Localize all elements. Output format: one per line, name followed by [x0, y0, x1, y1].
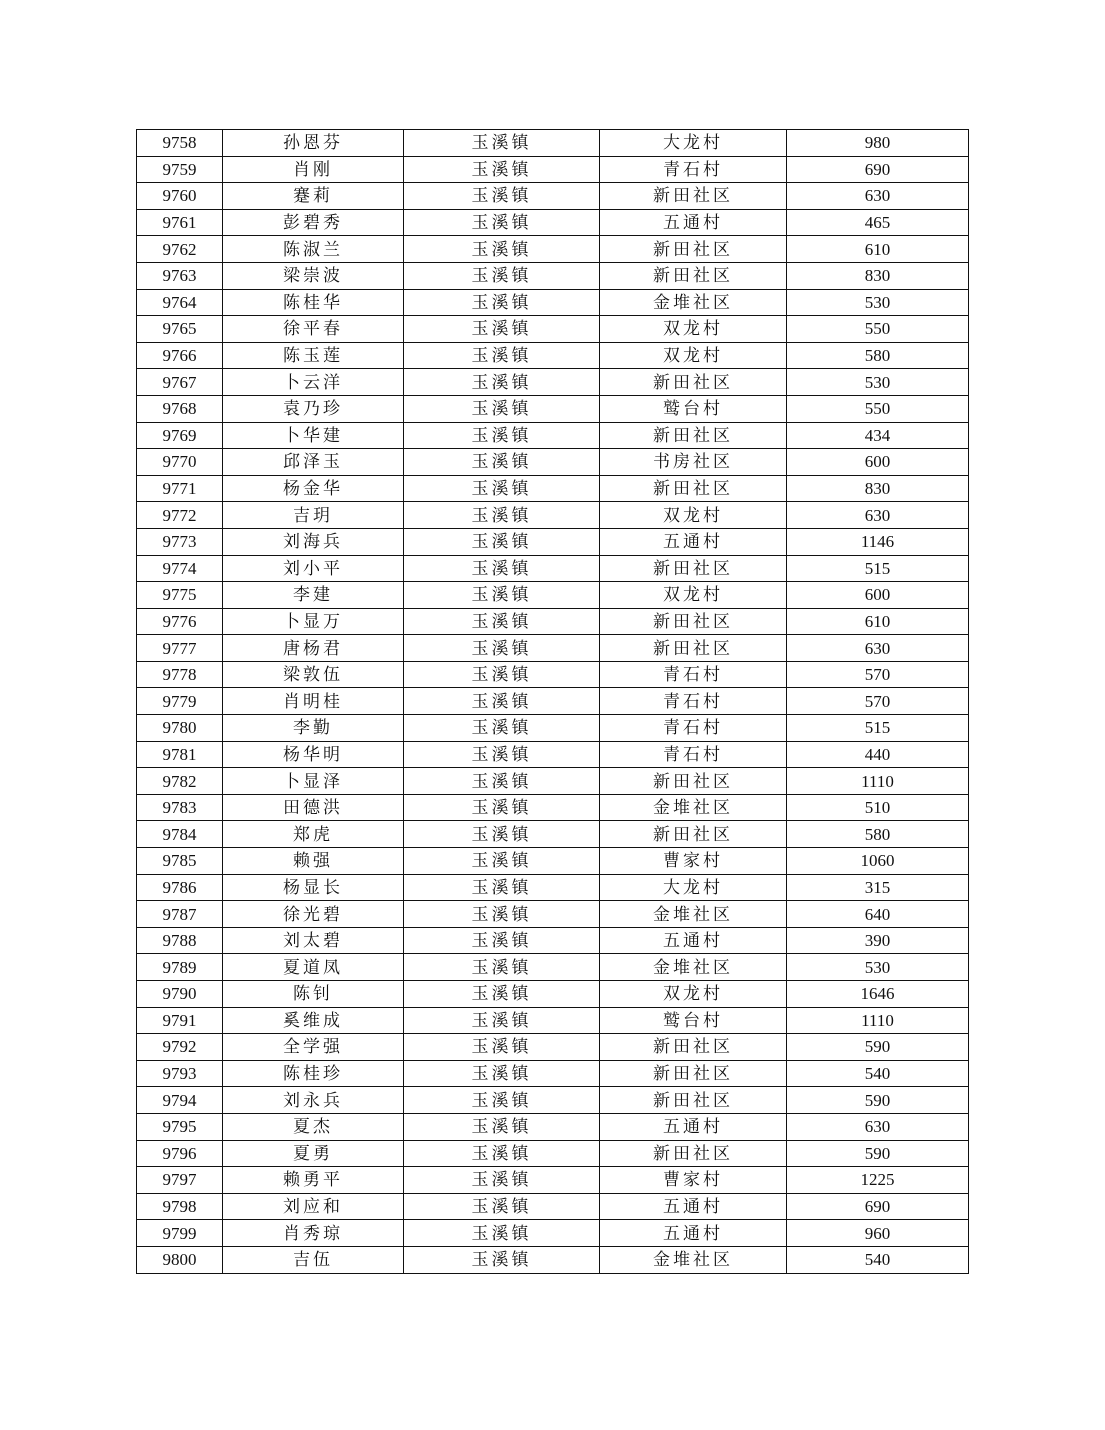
cell-amount: 630 — [787, 1113, 969, 1140]
cell-name: 奚维成 — [223, 1007, 404, 1034]
cell-name: 刘海兵 — [223, 528, 404, 555]
cell-name: 夏道凤 — [223, 954, 404, 981]
cell-village: 金堆社区 — [600, 954, 787, 981]
cell-town: 玉溪镇 — [404, 1140, 600, 1167]
cell-town: 玉溪镇 — [404, 1060, 600, 1087]
cell-name: 梁敦伍 — [223, 661, 404, 688]
cell-amount: 550 — [787, 316, 969, 343]
table-row — [137, 422, 969, 449]
table-row — [137, 741, 969, 768]
cell-town: 玉溪镇 — [404, 688, 600, 715]
cell-town: 玉溪镇 — [404, 528, 600, 555]
cell-name: 肖秀琼 — [223, 1220, 404, 1247]
cell-index: 9787 — [137, 901, 223, 928]
cell-amount: 465 — [787, 209, 969, 236]
cell-town: 玉溪镇 — [404, 582, 600, 609]
cell-name: 孙恩芬 — [223, 130, 404, 157]
table-row — [137, 661, 969, 688]
cell-name: 刘应和 — [223, 1193, 404, 1220]
cell-village: 金堆社区 — [600, 289, 787, 316]
cell-index: 9795 — [137, 1113, 223, 1140]
cell-village: 大龙村 — [600, 130, 787, 157]
cell-index: 9777 — [137, 635, 223, 662]
table-row — [137, 794, 969, 821]
cell-village: 新田社区 — [600, 608, 787, 635]
cell-amount: 515 — [787, 555, 969, 582]
cell-name: 吉伍 — [223, 1246, 404, 1273]
cell-village: 五通村 — [600, 209, 787, 236]
cell-index: 9798 — [137, 1193, 223, 1220]
table-row — [137, 768, 969, 795]
cell-village: 书房社区 — [600, 449, 787, 476]
cell-name: 吉玥 — [223, 502, 404, 529]
cell-town: 玉溪镇 — [404, 635, 600, 662]
cell-name: 赖勇平 — [223, 1167, 404, 1194]
cell-village: 曹家村 — [600, 848, 787, 875]
table-row — [137, 1220, 969, 1247]
cell-name: 刘永兵 — [223, 1087, 404, 1114]
cell-amount: 590 — [787, 1087, 969, 1114]
cell-town: 玉溪镇 — [404, 848, 600, 875]
cell-amount: 630 — [787, 502, 969, 529]
cell-town: 玉溪镇 — [404, 794, 600, 821]
table-row — [137, 262, 969, 289]
cell-index: 9779 — [137, 688, 223, 715]
cell-name: 杨华明 — [223, 741, 404, 768]
cell-index: 9782 — [137, 768, 223, 795]
cell-town: 玉溪镇 — [404, 741, 600, 768]
cell-name: 邱泽玉 — [223, 449, 404, 476]
cell-name: 陈桂珍 — [223, 1060, 404, 1087]
cell-index: 9796 — [137, 1140, 223, 1167]
cell-village: 青石村 — [600, 661, 787, 688]
cell-village: 新田社区 — [600, 369, 787, 396]
cell-amount: 540 — [787, 1246, 969, 1273]
cell-amount: 610 — [787, 236, 969, 263]
cell-name: 郑虎 — [223, 821, 404, 848]
cell-amount: 590 — [787, 1034, 969, 1061]
cell-amount: 580 — [787, 821, 969, 848]
cell-amount: 540 — [787, 1060, 969, 1087]
table-row — [137, 582, 969, 609]
cell-town: 玉溪镇 — [404, 715, 600, 742]
cell-amount: 1225 — [787, 1167, 969, 1194]
cell-village: 新田社区 — [600, 555, 787, 582]
cell-index: 9799 — [137, 1220, 223, 1247]
cell-name: 陈玉莲 — [223, 342, 404, 369]
table-row — [137, 395, 969, 422]
cell-name: 赖强 — [223, 848, 404, 875]
cell-town: 玉溪镇 — [404, 1193, 600, 1220]
cell-town: 玉溪镇 — [404, 316, 600, 343]
cell-village: 青石村 — [600, 741, 787, 768]
cell-town: 玉溪镇 — [404, 954, 600, 981]
cell-index: 9785 — [137, 848, 223, 875]
table-row — [137, 1140, 969, 1167]
cell-town: 玉溪镇 — [404, 874, 600, 901]
cell-name: 徐平春 — [223, 316, 404, 343]
cell-name: 田德洪 — [223, 794, 404, 821]
table-row — [137, 209, 969, 236]
table-row — [137, 449, 969, 476]
cell-town: 玉溪镇 — [404, 768, 600, 795]
cell-town: 玉溪镇 — [404, 1113, 600, 1140]
cell-town: 玉溪镇 — [404, 1220, 600, 1247]
table-row — [137, 1034, 969, 1061]
cell-name: 肖刚 — [223, 156, 404, 183]
cell-amount: 600 — [787, 449, 969, 476]
cell-village: 大龙村 — [600, 874, 787, 901]
cell-village: 五通村 — [600, 1113, 787, 1140]
table-row — [137, 848, 969, 875]
cell-amount: 830 — [787, 475, 969, 502]
cell-village: 五通村 — [600, 1193, 787, 1220]
cell-amount: 610 — [787, 608, 969, 635]
cell-index: 9774 — [137, 555, 223, 582]
cell-village: 金堆社区 — [600, 1246, 787, 1273]
cell-amount: 630 — [787, 635, 969, 662]
cell-index: 9763 — [137, 262, 223, 289]
cell-name: 袁乃珍 — [223, 395, 404, 422]
cell-town: 玉溪镇 — [404, 981, 600, 1008]
cell-village: 新田社区 — [600, 475, 787, 502]
cell-village: 金堆社区 — [600, 901, 787, 928]
cell-index: 9778 — [137, 661, 223, 688]
table-row — [137, 1007, 969, 1034]
cell-amount: 1110 — [787, 1007, 969, 1034]
cell-name: 李建 — [223, 582, 404, 609]
cell-village: 青石村 — [600, 715, 787, 742]
cell-town: 玉溪镇 — [404, 608, 600, 635]
cell-town: 玉溪镇 — [404, 130, 600, 157]
cell-amount: 570 — [787, 661, 969, 688]
cell-index: 9789 — [137, 954, 223, 981]
cell-index: 9794 — [137, 1087, 223, 1114]
cell-town: 玉溪镇 — [404, 1007, 600, 1034]
cell-amount: 530 — [787, 289, 969, 316]
table-body — [137, 130, 969, 1274]
cell-name: 梁崇波 — [223, 262, 404, 289]
cell-name: 卜显泽 — [223, 768, 404, 795]
cell-town: 玉溪镇 — [404, 395, 600, 422]
cell-village: 金堆社区 — [600, 794, 787, 821]
cell-index: 9800 — [137, 1246, 223, 1273]
cell-index: 9768 — [137, 395, 223, 422]
cell-name: 卜华建 — [223, 422, 404, 449]
table-row — [137, 502, 969, 529]
cell-town: 玉溪镇 — [404, 821, 600, 848]
cell-village: 双龙村 — [600, 316, 787, 343]
cell-amount: 515 — [787, 715, 969, 742]
cell-village: 新田社区 — [600, 183, 787, 210]
cell-amount: 690 — [787, 156, 969, 183]
cell-town: 玉溪镇 — [404, 475, 600, 502]
cell-index: 9760 — [137, 183, 223, 210]
cell-index: 9769 — [137, 422, 223, 449]
table-row — [137, 183, 969, 210]
cell-name: 李勤 — [223, 715, 404, 742]
table-row — [137, 236, 969, 263]
cell-village: 鹫台村 — [600, 1007, 787, 1034]
cell-index: 9765 — [137, 316, 223, 343]
cell-village: 鹫台村 — [600, 395, 787, 422]
cell-index: 9780 — [137, 715, 223, 742]
cell-town: 玉溪镇 — [404, 502, 600, 529]
cell-town: 玉溪镇 — [404, 262, 600, 289]
table-row — [137, 130, 969, 157]
cell-name: 夏杰 — [223, 1113, 404, 1140]
cell-name: 刘太碧 — [223, 927, 404, 954]
cell-village: 新田社区 — [600, 635, 787, 662]
cell-name: 卜云洋 — [223, 369, 404, 396]
cell-index: 9793 — [137, 1060, 223, 1087]
cell-village: 新田社区 — [600, 422, 787, 449]
cell-amount: 830 — [787, 262, 969, 289]
cell-village: 五通村 — [600, 1220, 787, 1247]
table-row — [137, 342, 969, 369]
cell-village: 新田社区 — [600, 1034, 787, 1061]
cell-village: 双龙村 — [600, 981, 787, 1008]
cell-village: 双龙村 — [600, 582, 787, 609]
table-row — [137, 475, 969, 502]
cell-index: 9775 — [137, 582, 223, 609]
cell-name: 杨显长 — [223, 874, 404, 901]
cell-index: 9758 — [137, 130, 223, 157]
cell-name: 全学强 — [223, 1034, 404, 1061]
cell-index: 9786 — [137, 874, 223, 901]
cell-village: 曹家村 — [600, 1167, 787, 1194]
cell-amount: 1110 — [787, 768, 969, 795]
table-row — [137, 1060, 969, 1087]
cell-name: 卜显万 — [223, 608, 404, 635]
cell-town: 玉溪镇 — [404, 209, 600, 236]
cell-amount: 315 — [787, 874, 969, 901]
table-row — [137, 555, 969, 582]
cell-name: 蹇莉 — [223, 183, 404, 210]
cell-village: 新田社区 — [600, 1060, 787, 1087]
cell-amount: 590 — [787, 1140, 969, 1167]
cell-name: 刘小平 — [223, 555, 404, 582]
cell-village: 新田社区 — [600, 262, 787, 289]
cell-index: 9764 — [137, 289, 223, 316]
table-row — [137, 1246, 969, 1273]
cell-amount: 570 — [787, 688, 969, 715]
cell-index: 9773 — [137, 528, 223, 555]
cell-village: 五通村 — [600, 528, 787, 555]
cell-index: 9791 — [137, 1007, 223, 1034]
cell-village: 新田社区 — [600, 768, 787, 795]
cell-name: 夏勇 — [223, 1140, 404, 1167]
cell-amount: 600 — [787, 582, 969, 609]
cell-amount: 1060 — [787, 848, 969, 875]
cell-amount: 390 — [787, 927, 969, 954]
table-row — [137, 927, 969, 954]
records-table — [136, 129, 969, 1274]
cell-name: 陈桂华 — [223, 289, 404, 316]
cell-town: 玉溪镇 — [404, 927, 600, 954]
cell-name: 杨金华 — [223, 475, 404, 502]
table-row — [137, 316, 969, 343]
cell-village: 五通村 — [600, 927, 787, 954]
table-row — [137, 156, 969, 183]
cell-amount: 980 — [787, 130, 969, 157]
table-row — [137, 528, 969, 555]
cell-amount: 1146 — [787, 528, 969, 555]
cell-amount: 1646 — [787, 981, 969, 1008]
cell-village: 新田社区 — [600, 236, 787, 263]
cell-name: 陈淑兰 — [223, 236, 404, 263]
table-row — [137, 1087, 969, 1114]
cell-index: 9792 — [137, 1034, 223, 1061]
cell-index: 9783 — [137, 794, 223, 821]
cell-amount: 630 — [787, 183, 969, 210]
cell-index: 9797 — [137, 1167, 223, 1194]
cell-town: 玉溪镇 — [404, 1087, 600, 1114]
table-row — [137, 715, 969, 742]
cell-amount: 580 — [787, 342, 969, 369]
table-row — [137, 608, 969, 635]
table-row — [137, 1193, 969, 1220]
cell-index: 9762 — [137, 236, 223, 263]
cell-name: 肖明桂 — [223, 688, 404, 715]
cell-amount: 530 — [787, 369, 969, 396]
cell-amount: 434 — [787, 422, 969, 449]
cell-amount: 530 — [787, 954, 969, 981]
cell-town: 玉溪镇 — [404, 422, 600, 449]
cell-index: 9761 — [137, 209, 223, 236]
table-row — [137, 1167, 969, 1194]
cell-index: 9767 — [137, 369, 223, 396]
cell-town: 玉溪镇 — [404, 901, 600, 928]
cell-town: 玉溪镇 — [404, 555, 600, 582]
cell-village: 双龙村 — [600, 342, 787, 369]
cell-town: 玉溪镇 — [404, 661, 600, 688]
cell-index: 9781 — [137, 741, 223, 768]
cell-name: 陈钊 — [223, 981, 404, 1008]
cell-village: 新田社区 — [600, 1140, 787, 1167]
cell-village: 新田社区 — [600, 1087, 787, 1114]
table-row — [137, 1113, 969, 1140]
cell-name: 徐光碧 — [223, 901, 404, 928]
cell-village: 青石村 — [600, 688, 787, 715]
cell-index: 9771 — [137, 475, 223, 502]
cell-name: 彭碧秀 — [223, 209, 404, 236]
cell-amount: 640 — [787, 901, 969, 928]
cell-village: 青石村 — [600, 156, 787, 183]
table-row — [137, 901, 969, 928]
cell-town: 玉溪镇 — [404, 156, 600, 183]
table-row — [137, 688, 969, 715]
cell-index: 9759 — [137, 156, 223, 183]
cell-amount: 550 — [787, 395, 969, 422]
cell-town: 玉溪镇 — [404, 342, 600, 369]
cell-village: 双龙村 — [600, 502, 787, 529]
cell-name: 唐杨君 — [223, 635, 404, 662]
cell-town: 玉溪镇 — [404, 289, 600, 316]
cell-town: 玉溪镇 — [404, 236, 600, 263]
cell-town: 玉溪镇 — [404, 1034, 600, 1061]
cell-index: 9784 — [137, 821, 223, 848]
cell-index: 9772 — [137, 502, 223, 529]
cell-index: 9776 — [137, 608, 223, 635]
cell-village: 新田社区 — [600, 821, 787, 848]
table-row — [137, 369, 969, 396]
cell-amount: 960 — [787, 1220, 969, 1247]
cell-town: 玉溪镇 — [404, 369, 600, 396]
table-row — [137, 874, 969, 901]
table-row — [137, 954, 969, 981]
cell-town: 玉溪镇 — [404, 1246, 600, 1273]
table-row — [137, 635, 969, 662]
table-row — [137, 981, 969, 1008]
cell-amount: 510 — [787, 794, 969, 821]
cell-index: 9770 — [137, 449, 223, 476]
table-row — [137, 821, 969, 848]
table-row — [137, 289, 969, 316]
cell-amount: 690 — [787, 1193, 969, 1220]
cell-index: 9766 — [137, 342, 223, 369]
cell-index: 9790 — [137, 981, 223, 1008]
cell-town: 玉溪镇 — [404, 449, 600, 476]
cell-amount: 440 — [787, 741, 969, 768]
cell-town: 玉溪镇 — [404, 1167, 600, 1194]
cell-town: 玉溪镇 — [404, 183, 600, 210]
cell-index: 9788 — [137, 927, 223, 954]
